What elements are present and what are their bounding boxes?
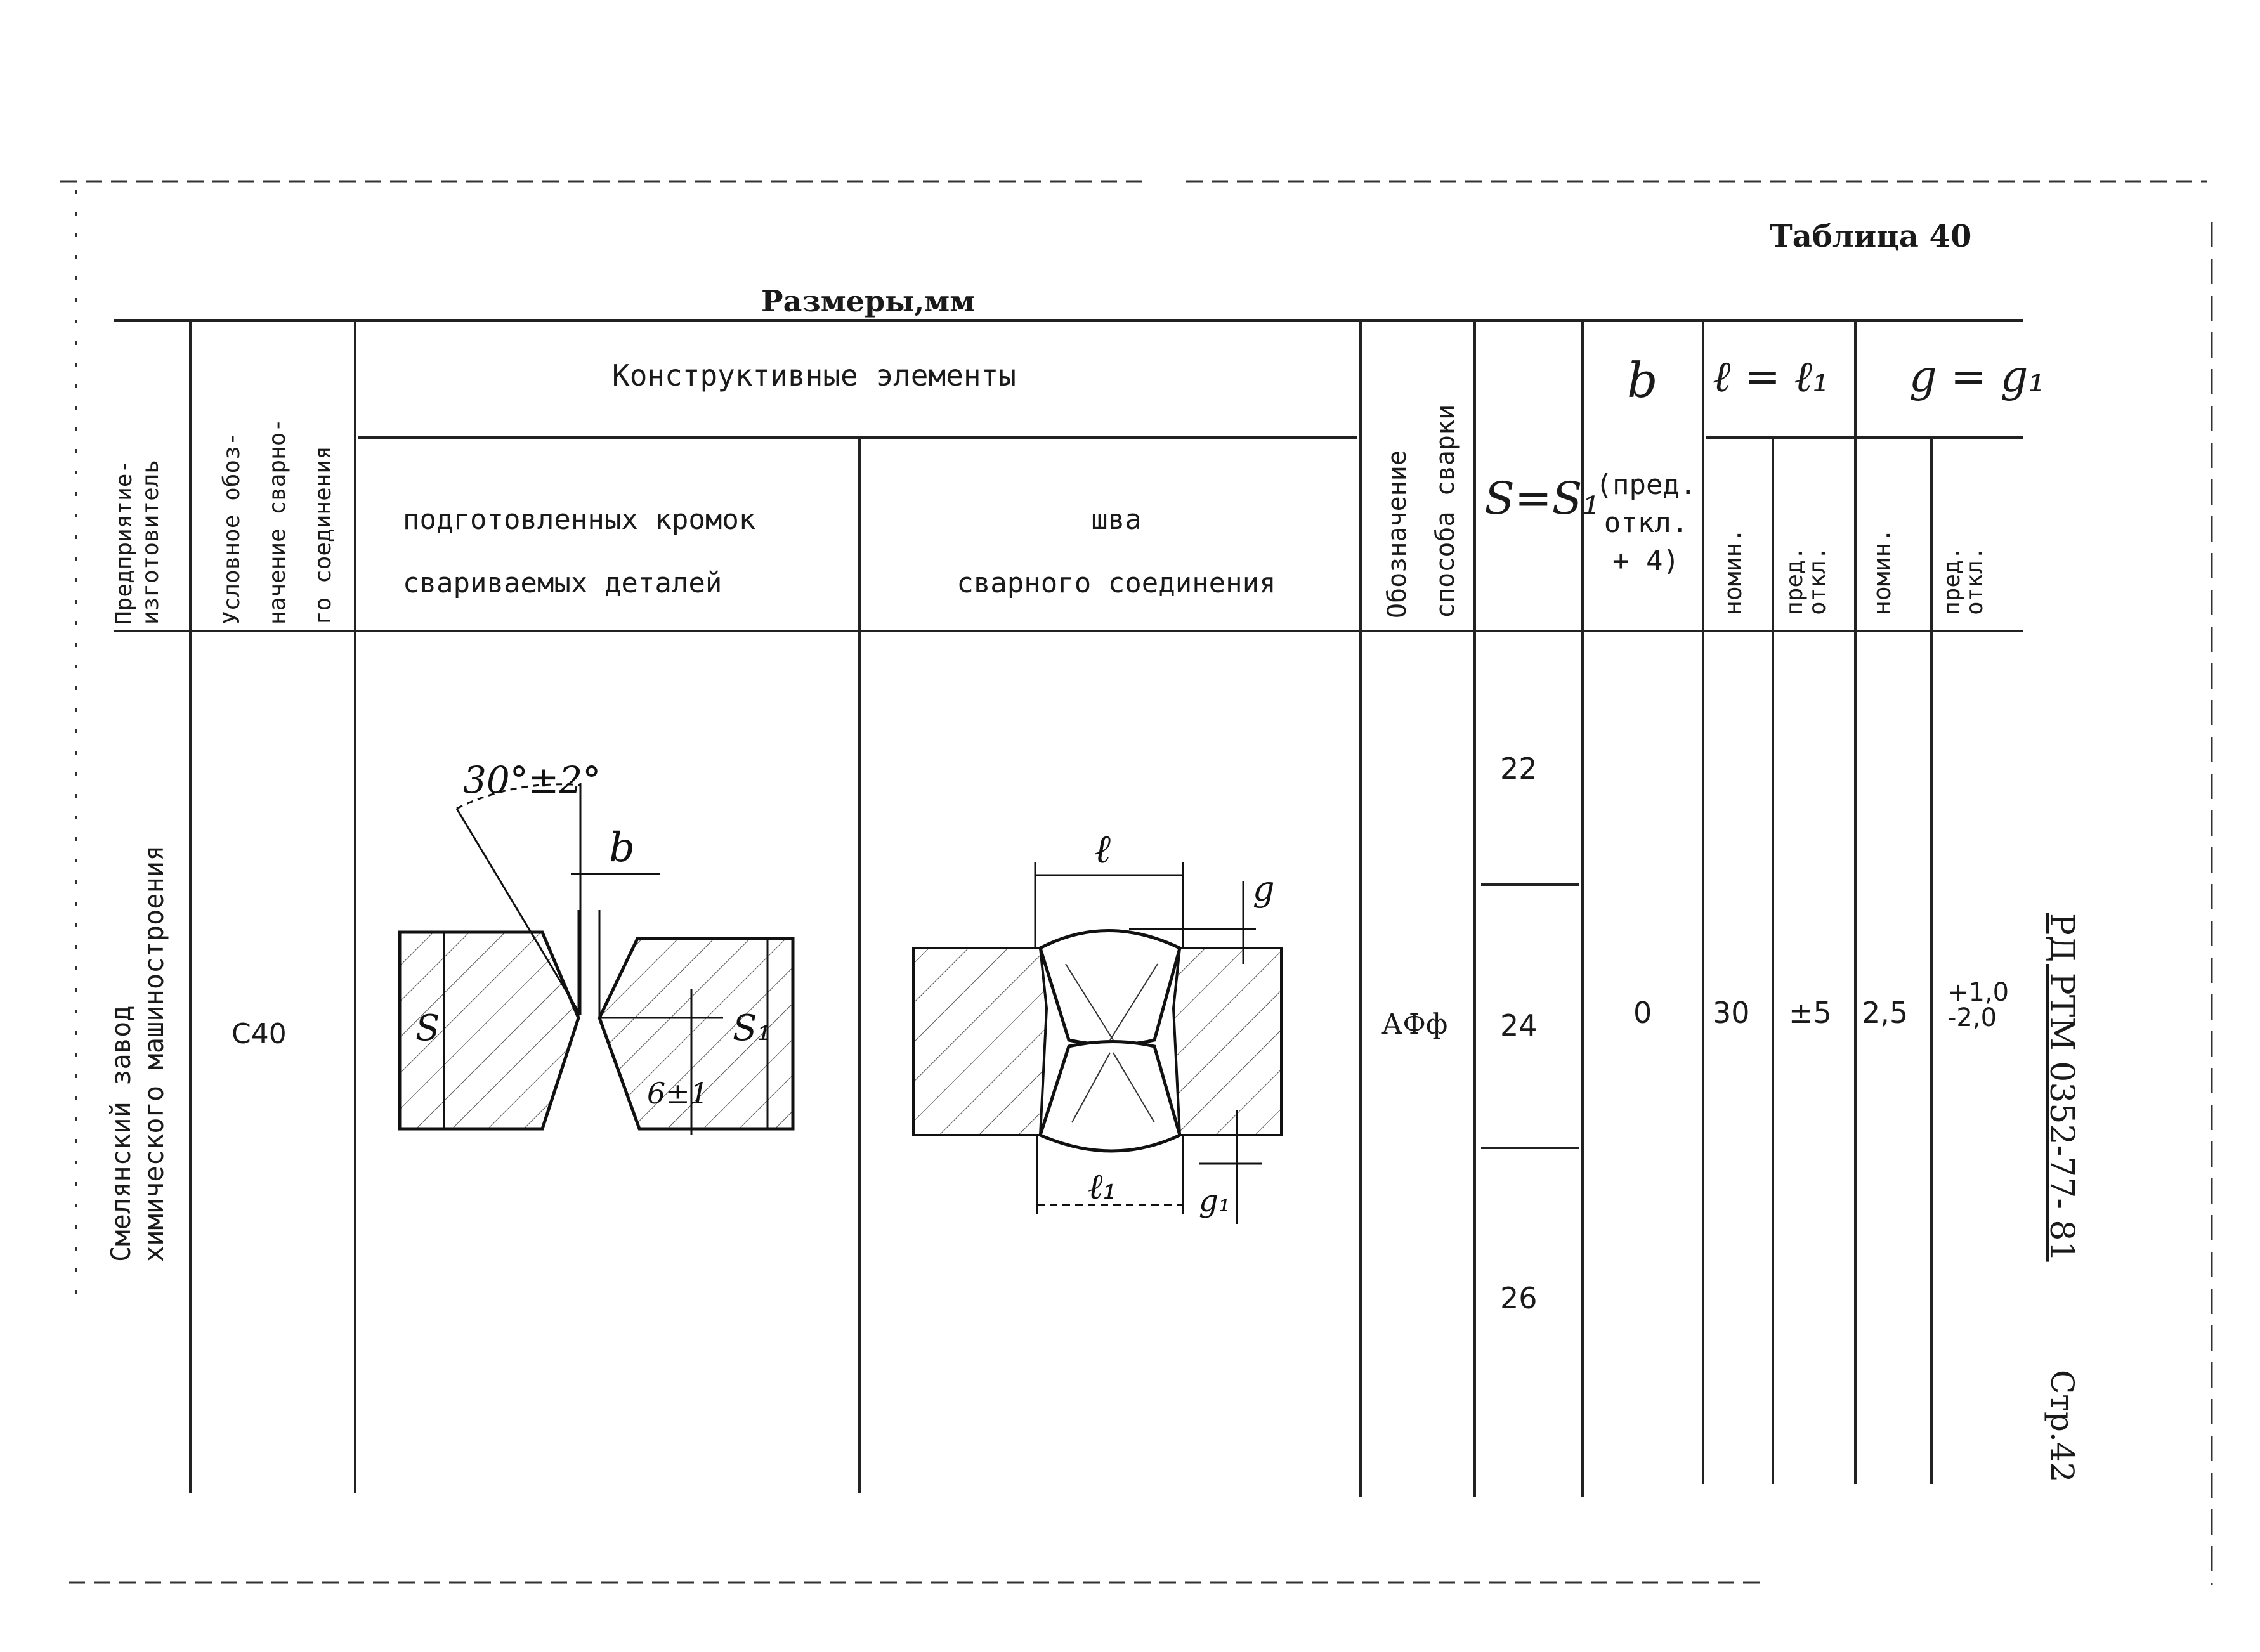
row-s-value-2: 24 xyxy=(1500,1008,1538,1043)
header-seam-line-1: шва xyxy=(1091,504,1142,536)
header-l: ℓ = ℓ₁ xyxy=(1713,352,1830,402)
header-designation-line-1: Условное обоз- xyxy=(219,432,245,625)
bottom-weld-bead xyxy=(1040,1042,1180,1152)
root-label: 6±1 xyxy=(647,1076,709,1110)
row-s-value-1: 22 xyxy=(1500,751,1538,786)
header-method-line-1: Обозначение xyxy=(1383,450,1412,618)
row-s-value-3: 26 xyxy=(1500,1281,1538,1315)
width-label: ℓ xyxy=(1094,826,1111,872)
row-b-value: 0 xyxy=(1633,996,1652,1030)
header-b-tolerance-line-3: + 4) xyxy=(1612,545,1680,577)
header-l-deviation-line-2: откл. xyxy=(1805,546,1831,615)
row-designation: С40 xyxy=(232,1018,287,1050)
gap-label: b xyxy=(609,824,635,871)
weld-seam-sketch xyxy=(901,818,1332,1249)
row-enterprise-line-1: Смелянский завод xyxy=(105,1005,136,1262)
row-enterprise xyxy=(105,845,171,1262)
header-edges-line-1: подготовленных кромок xyxy=(403,504,756,536)
header-b-tolerance-line-2: откл. xyxy=(1604,507,1688,539)
header-designation xyxy=(209,419,346,625)
header-s: S=S₁ xyxy=(1484,472,1600,524)
row-g-deviation-minus: -2,0 xyxy=(1947,1003,1997,1032)
header-designation-line-2: начение сварно- xyxy=(265,418,291,625)
row-g-nominal: 2,5 xyxy=(1862,996,1909,1030)
thickness-1-label: S₁ xyxy=(733,1008,771,1049)
header-enterprise xyxy=(111,460,164,625)
header-l-deviation xyxy=(1784,547,1829,615)
header-method xyxy=(1373,405,1470,618)
header-elements: Конструктивные элементы xyxy=(612,358,1016,393)
left-member-shape xyxy=(913,948,1047,1135)
header-method-line-2: способа сварки xyxy=(1431,404,1460,618)
page-label: Стр.42 xyxy=(2044,1370,2080,1483)
row-g-deviation-stack xyxy=(1947,980,2009,1031)
units-caption: Размеры,мм xyxy=(761,284,976,318)
row-l-deviation: ±5 xyxy=(1789,996,1832,1030)
header-g-deviation-line-1: пред. xyxy=(1939,546,1965,615)
width-1-label: ℓ₁ xyxy=(1088,1166,1117,1207)
header-b: b xyxy=(1627,352,1658,408)
height-1-label: g₁ xyxy=(1199,1183,1231,1219)
document-code: РД РТМ 0352-77- 81 xyxy=(2042,913,2080,1262)
row-method: АФф xyxy=(1381,1008,1448,1041)
edge-preparation-sketch xyxy=(381,698,825,1218)
table-caption: Таблица 40 xyxy=(1770,219,1972,254)
right-member-shape xyxy=(1173,948,1281,1135)
header-b-tolerance xyxy=(1592,466,1700,580)
header-enterprise-line-2: изготовитель xyxy=(138,459,164,625)
header-seam-line-2: сварного соединения xyxy=(957,567,1276,599)
top-weld-bead xyxy=(1040,931,1180,1045)
header-g-deviation xyxy=(1941,547,1987,615)
header-seam xyxy=(901,488,1332,615)
header-edges-line-2: свариваемых деталей xyxy=(403,567,722,599)
header-g-nominal: номин. xyxy=(1868,528,1896,615)
header-l-deviation-line-1: пред. xyxy=(1782,546,1808,615)
height-label: g xyxy=(1253,869,1275,909)
row-l-nominal: 30 xyxy=(1713,996,1750,1030)
header-designation-line-3: го соединения xyxy=(310,446,336,625)
header-edges xyxy=(403,488,755,615)
header-g-deviation-line-2: откл. xyxy=(1962,546,1988,615)
header-l-nominal: номин. xyxy=(1719,528,1747,615)
thickness-label: S xyxy=(415,1008,440,1049)
angle-label: 30°±2° xyxy=(463,758,601,802)
header-b-tolerance-line-1: (пред. xyxy=(1595,469,1697,501)
header-g: g = g₁ xyxy=(1909,352,2046,402)
row-enterprise-line-2: химического машиностроения xyxy=(138,845,169,1262)
header-enterprise-line-1: Предприятие- xyxy=(111,459,137,625)
row-g-deviation-plus: +1,0 xyxy=(1947,978,2009,1007)
